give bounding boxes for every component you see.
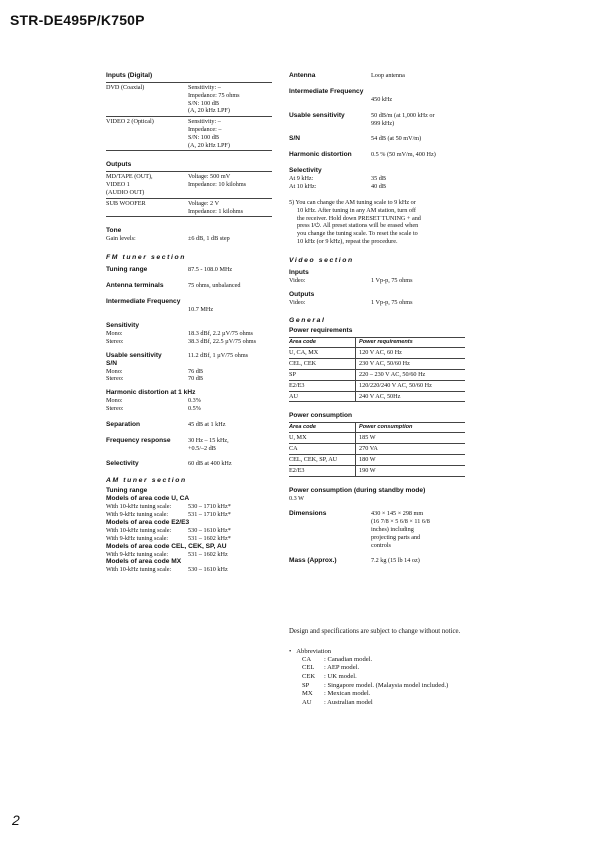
abbreviation-item [302, 699, 529, 708]
left-column [106, 72, 272, 574]
am-group-title: Models of area code CEL, CEK, SP, AU [106, 542, 227, 550]
table-header: Area code [289, 423, 356, 433]
value: 1 Vp-p, 75 ohms [371, 276, 413, 284]
abbreviation-item [302, 664, 529, 673]
fm-if-label: Intermediate Frequency [106, 298, 181, 306]
am-hd-label: Harmonic distortion [289, 151, 352, 159]
abbreviation-item [302, 690, 529, 699]
label: Mono: [106, 397, 123, 405]
model-title: STR-DE495P/K750P [10, 12, 145, 28]
am-tuning-label: With 9-kHz tuning scale: [106, 511, 169, 519]
tone-label: Gain levels: [106, 235, 136, 243]
abbreviation-block [289, 648, 529, 707]
inputs-digital-value: Sensitivity: – Impedance: 75 ohms S/N: 100 dB (A, 20 kHz LPF) [188, 84, 240, 115]
note-line: you change the tuning scale. To reset the scale to [297, 230, 418, 238]
label: Mono: [106, 367, 123, 375]
inputs-digital-row [106, 116, 272, 150]
inputs-digital-label: VIDEO 2 (Optical) [106, 118, 154, 126]
value: 0.3% [188, 397, 201, 405]
video-inputs-label: Inputs [289, 268, 309, 276]
fm-separation-value: 45 dB at 1 kHz [188, 420, 226, 428]
inputs-digital-heading: Inputs (Digital) [106, 72, 153, 79]
fm-usable [106, 352, 272, 360]
fm-section-heading: FM tuner section [106, 254, 186, 262]
abbreviation-item [302, 673, 529, 682]
fm-tuning-range-value: 87.5 - 108.0 MHz [188, 266, 233, 274]
standby-heading: Power consumption (during standby mode) [289, 486, 426, 494]
am-tuning-label: With 10-kHz tuning scale: [106, 503, 172, 511]
fm-antenna-value: 75 ohms, unbalanced [188, 282, 241, 290]
am-usable-line2: 999 kHz) [371, 119, 395, 127]
inputs-digital-rule [106, 150, 272, 151]
am-tuning-groups [106, 495, 272, 574]
am-tuning-line [106, 535, 272, 543]
power-req-area-code: CEL, CEK [289, 359, 356, 370]
am-tuning-value: 530 – 1610 kHz* [188, 526, 231, 534]
fm-sens-stereo [106, 338, 272, 346]
tone-row [106, 235, 272, 243]
am-tuning-value: 530 – 1610 kHz [188, 566, 228, 574]
abbreviation-meaning: : Australian model [324, 698, 373, 706]
power-requirements-heading: Power requirements [289, 327, 353, 335]
abbreviation-meaning: : Singapore model. (Malaysia model included.) [324, 681, 449, 689]
fm-usable-value: 11.2 dBf, 1 µV/75 ohms [188, 351, 249, 359]
abbreviation-item [302, 656, 529, 665]
right-column [289, 72, 465, 565]
power-req-value: 230 V AC, 50/60 Hz [356, 359, 466, 370]
power-req-row [289, 380, 465, 391]
am-tuning-line [106, 551, 272, 559]
power-req-value: 240 V AC, 50Hz [356, 391, 466, 402]
am-tuning-value: 531 – 1602 kHz* [188, 534, 231, 542]
fm-sn-label: S/N [106, 359, 117, 367]
power-cons-value: 180 W [356, 454, 466, 465]
am-tuning-value: 531 – 1710 kHz* [188, 511, 231, 519]
fm-frequency-response [106, 437, 272, 453]
am-usable-label: Usable sensitivity [289, 111, 345, 119]
am-tuning-label: With 10-kHz tuning scale: [106, 566, 172, 574]
power-req-area-code: U, CA, MX [289, 348, 356, 359]
fm-freq-line1: 30 Hz – 15 kHz, [188, 436, 229, 444]
am-tuning-value: 531 – 1602 kHz [188, 550, 228, 558]
note-line: 10 kHz. After tuning in any AM station, turn off [297, 206, 416, 214]
am-section-heading: AM tuner section [106, 477, 187, 485]
label: Stereo: [106, 375, 124, 383]
note-line: 5) You can change the AM tuning scale to 9 kHz or [289, 198, 416, 206]
am-sn-label: S/N [289, 135, 300, 143]
fm-tuning-range-label: Tuning range [106, 266, 148, 274]
dimensions-label: Dimensions [289, 510, 327, 518]
label: At 9 kHz: [289, 175, 314, 183]
tone-value: ±6 dB, 1 dB step [188, 235, 230, 243]
outputs-row [106, 198, 272, 217]
value: 18.3 dBf, 2.2 µV/75 ohms [188, 329, 253, 337]
label: At 10 kHz: [289, 183, 317, 191]
power-req-area-code: SP [289, 369, 356, 380]
abbreviation-title: Abbreviation [296, 648, 332, 655]
power-cons-value: 270 VA [356, 444, 466, 455]
fm-usable-label: Usable sensitivity [106, 351, 162, 359]
power-req-area-code: E2/E3 [289, 380, 356, 391]
fm-selectivity-value: 60 dB at 400 kHz [188, 460, 232, 468]
inputs-digital-row [106, 83, 272, 116]
label: Video: [289, 276, 306, 284]
power-req-value: 220 – 230 V AC, 50/60 Hz [356, 369, 466, 380]
abbreviation-code: CA [302, 655, 312, 663]
disclaimer: Design and specifications are subject to change without notice. [289, 628, 461, 635]
table-header: Power requirements [356, 338, 466, 348]
am-tuning-line [106, 527, 272, 535]
abbreviation-code: AU [302, 698, 312, 706]
abbreviation-meaning: : Mexican model. [324, 690, 371, 698]
dimensions [289, 510, 465, 549]
general-section-heading: General [289, 317, 326, 325]
fm-tuning-range [106, 266, 272, 274]
am-sn [289, 135, 465, 143]
am-tuning-label: With 9-kHz tuning scale: [106, 550, 169, 558]
am-tuning-range-label: Tuning range [106, 487, 148, 495]
video-inputs-row [289, 277, 465, 285]
fm-sens-mono [106, 330, 272, 338]
am-tuning-label: With 10-kHz tuning scale: [106, 526, 172, 534]
outputs-row [106, 172, 272, 197]
power-req-area-code: AU [289, 391, 356, 402]
outputs-heading: Outputs [106, 161, 132, 169]
fm-sensitivity-label: Sensitivity [106, 321, 139, 329]
am-tuning-value: 530 – 1710 kHz* [188, 503, 231, 511]
table-header: Area code [289, 338, 356, 348]
abbreviation-meaning: : AEP model. [324, 664, 360, 672]
fm-sn-stereo [106, 375, 272, 383]
label: Mono: [106, 329, 123, 337]
tone-heading: Tone [106, 227, 122, 235]
power-cons-area-code: CEL, CEK, SP, AU [289, 454, 356, 465]
table-header: Power consumption [356, 423, 466, 433]
mass-value: 7.2 kg (15 lb 14 oz) [371, 557, 420, 565]
am-tuning-line [106, 566, 272, 574]
inputs-digital-label: DVD (Coaxial) [106, 84, 145, 91]
power-req-row [289, 359, 465, 370]
am-if-value: 450 kHz [371, 96, 393, 103]
am-usable [289, 112, 465, 128]
value: 0.5% [188, 404, 201, 412]
fm-sn-mono [106, 368, 272, 376]
power-req-value: 120/220/240 V AC, 50/60 Hz [356, 380, 466, 391]
video-outputs-row [289, 299, 465, 307]
power-cons-row [289, 454, 465, 465]
outputs-rows [106, 172, 272, 217]
outputs-label: MD/TAPE (OUT), VIDEO 1 (AUDIO OUT) [106, 173, 153, 196]
am-if-label: Intermediate Frequency [289, 88, 364, 95]
power-cons-value: 190 W [356, 465, 466, 476]
standby-value: 0.3 W [289, 494, 305, 502]
fm-antenna-label: Antenna terminals [106, 282, 164, 290]
power-requirements-table [289, 337, 465, 402]
power-req-row [289, 348, 465, 359]
fm-antenna [106, 282, 272, 290]
am-group-title: Models of area code E2/E3 [106, 518, 190, 526]
bullet: • [289, 648, 292, 655]
value: 40 dB [371, 183, 386, 191]
power-req-row [289, 369, 465, 380]
label: Video: [289, 298, 306, 306]
fm-hd-label: Harmonic distortion at 1 kHz [106, 389, 196, 397]
power-cons-area-code: CA [289, 444, 356, 455]
inputs-digital-rows [106, 83, 272, 151]
am-antenna [289, 72, 465, 80]
mass-label: Mass (Approx.) [289, 557, 337, 565]
am-tuning-label: With 9-kHz tuning scale: [106, 534, 169, 542]
am-hd [289, 151, 465, 159]
value: 1 Vp-p, 75 ohms [371, 298, 413, 306]
label: Stereo: [106, 337, 124, 345]
abbreviation-code: SP [302, 681, 310, 689]
value: 76 dB [188, 367, 203, 375]
tuning-scale-note [289, 199, 465, 246]
power-cons-row [289, 433, 465, 444]
power-cons-row [289, 444, 465, 455]
note-line: the receiver. Hold down PRESET TUNING + and [297, 214, 421, 222]
note-line: press I/⏻. All preset stations will be erased when [297, 222, 419, 230]
power-consumption-heading: Power consumption [289, 412, 353, 420]
am-antenna-label: Antenna [289, 72, 316, 79]
am-selectivity-label: Selectivity [289, 167, 322, 175]
inputs-digital-value: Sensitivity: – Impedance: – S/N: 100 dB (A, 20 kHz LPF) [188, 118, 230, 149]
power-cons-area-code: E2/E3 [289, 465, 356, 476]
note-line: 10 kHz (or 9 kHz), repeat the procedure. [297, 237, 398, 245]
am-sel-10 [289, 183, 465, 191]
am-sel-9 [289, 175, 465, 183]
power-req-row [289, 391, 465, 402]
am-usable-line1: 50 dB/m (at 1,000 kHz or [371, 111, 435, 119]
am-tuning-line [106, 511, 272, 519]
video-section-heading: Video section [289, 256, 354, 264]
abbreviation-meaning: : UK model. [324, 672, 357, 680]
am-hd-value: 0.5 % (50 mV/m, 400 Hz) [371, 151, 436, 159]
abbreviation-title-row [289, 648, 529, 656]
abbreviation-meaning: : Canadian model. [324, 655, 373, 663]
power-req-value: 120 V AC, 60 Hz [356, 348, 466, 359]
video-outputs-label: Outputs [289, 290, 315, 298]
abbreviation-code: CEL [302, 664, 315, 672]
dimensions-value: 430 × 145 × 298 mm (16 7/8 × 5 6/8 × 11 6/8 inches) including projecting parts and controls [371, 510, 430, 549]
outputs-label: SUB WOOFER [106, 199, 146, 207]
page-number: 2 [12, 812, 20, 828]
fm-if-value: 10.7 MHz [188, 306, 214, 314]
power-cons-row [289, 465, 465, 476]
power-consumption-table [289, 422, 465, 476]
abbreviation-code: MX [302, 690, 313, 698]
mass [289, 557, 465, 565]
am-tuning-line [106, 503, 272, 511]
abbreviation-item [302, 682, 529, 691]
power-cons-area-code: U, MX [289, 433, 356, 444]
fm-separation [106, 421, 272, 429]
fm-separation-label: Separation [106, 420, 141, 428]
outputs-rule [106, 216, 272, 217]
am-group-title: Models of area code U, CA [106, 495, 190, 503]
fm-selectivity [106, 460, 272, 468]
am-sn-value: 54 dB (at 50 mV/m) [371, 135, 422, 143]
label: Stereo: [106, 404, 124, 412]
value: 70 dB [188, 375, 203, 383]
fm-freq-line2: +0.5/–2 dB [188, 444, 216, 452]
outputs-value: Voltage: 500 mV Impedance: 10 kilohms [188, 173, 247, 189]
abbreviation-list [294, 656, 529, 708]
fm-freq-label: Frequency response [106, 436, 171, 444]
fm-hd-stereo [106, 405, 272, 413]
fm-hd-mono [106, 397, 272, 405]
outputs-value: Voltage: 2 V Impedance: 1 kilohms [188, 199, 243, 215]
abbreviation-code: CEK [302, 672, 316, 680]
power-cons-value: 185 W [356, 433, 466, 444]
am-group-title: Models of area code MX [106, 558, 182, 566]
value: 35 dB [371, 175, 386, 183]
value: 38.3 dBf, 22.5 µV/75 ohms [188, 337, 257, 345]
fm-selectivity-label: Selectivity [106, 460, 139, 468]
am-antenna-value: Loop antenna [371, 72, 405, 79]
